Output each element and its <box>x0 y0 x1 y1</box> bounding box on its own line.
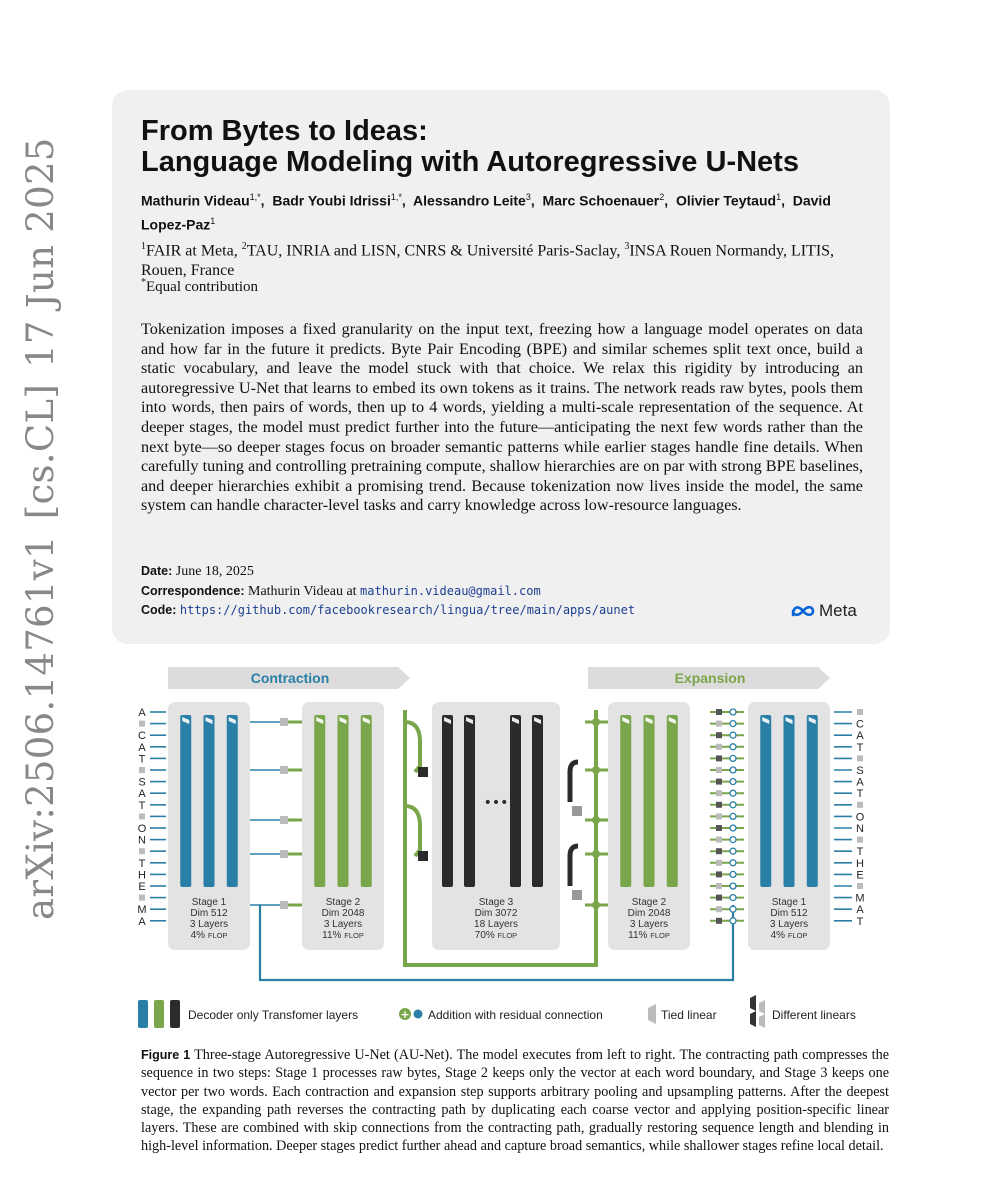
pooling-node-dark <box>418 767 428 777</box>
author-mark: 1 <box>776 192 782 202</box>
date-value: June 18, 2025 <box>175 564 254 579</box>
stage-info-text: 18 Layers <box>474 919 518 930</box>
input-letter: A <box>138 915 146 928</box>
residual-add-node-blue <box>730 860 736 866</box>
output-letter: T <box>856 846 864 859</box>
residual-add-node-blue <box>730 802 736 808</box>
input-letter: N <box>138 834 146 847</box>
stage-info-text: Dim 2048 <box>627 908 671 919</box>
arxiv-stamp <box>10 137 70 920</box>
author-name: David Lopez-Paz <box>141 192 831 233</box>
transformer-layer <box>807 715 818 887</box>
upsample-node <box>572 806 582 816</box>
stage-panel <box>168 702 250 950</box>
date-label: Date: <box>141 564 173 578</box>
equal-text: Equal contribution <box>146 279 259 295</box>
stage-info-text: 3 Layers <box>629 919 669 930</box>
output-letter: T <box>856 788 864 801</box>
affil-text: FAIR at Meta, <box>146 242 242 260</box>
output-letter: M <box>855 892 865 905</box>
input-separator <box>139 848 145 854</box>
stage-info-text: Stage 2 <box>631 897 667 908</box>
residual-add-node <box>592 901 600 909</box>
stage-flop-text: 11% FLOP <box>628 930 670 941</box>
stage-info-text: Stage 1 <box>191 897 227 908</box>
output-separator <box>857 709 863 715</box>
legend-different-text: Different linears <box>772 1008 856 1022</box>
transformer-layer <box>760 715 771 887</box>
arxiv-date: 17 Jun 2025 <box>18 137 62 368</box>
svg-text:+: + <box>400 1008 410 1021</box>
author-name: Olivier Teytaud <box>675 192 777 209</box>
input-letter: T <box>138 857 146 870</box>
residual-add-node-blue <box>730 709 736 715</box>
transformer-layer <box>361 715 372 887</box>
au-net-figure <box>130 660 870 1040</box>
upsample-node <box>572 890 582 900</box>
residual-add-node-blue <box>730 790 736 796</box>
residual-add-node <box>592 850 600 858</box>
abstract-text: Tokenization imposes a fixed granularity on the input text, freezing how a language model operates on data and how far in the future it predicts. Byte Pair Encoding (BPE) and similar schemes split text once, build a static vocabulary, and leave the model stuck with that choice. We relax this rigidity by introducing an autoregressive U-Net that learns to embed its own tokens as it trains. The network reads raw bytes, pools them into words, then pairs of words, then up to 4 words, yielding a multi-scale representation of the sequence. At deeper stages, the model must predict further into the future—anticipating the next few words rather than the next byte—so deeper stages focus on broader semantic patterns while earlier stages handle fine details. When carefully tuning and controlling pretraining compute, shallow hierarchies are on par with strong BPE baselines, and deeper hierarchies exhibit a promising trend. Because tokenization now lives inside the model, the same system can handle character-level tasks and carry knowledge across low-resource languages. <box>141 320 863 515</box>
stage-panel <box>432 702 560 950</box>
stage-panel <box>608 702 690 950</box>
flop-unit: FLOP <box>787 931 808 940</box>
arxiv-category: [cs.CL] <box>18 383 62 520</box>
affil-mark: 3 <box>624 241 630 252</box>
output-separator <box>857 755 863 761</box>
paper-title <box>141 116 861 178</box>
input-letter: T <box>138 799 146 812</box>
input-letter: E <box>138 881 146 893</box>
equal-mark: * <box>141 277 146 288</box>
legend-addition-text: Addition with residual connection <box>428 1008 603 1022</box>
pooling-node <box>280 816 288 824</box>
figure-number: Figure 1 <box>141 1048 191 1062</box>
stage-info-text: 3 Layers <box>323 919 363 930</box>
pooling-node <box>280 850 288 858</box>
legend-blue-layer <box>138 1000 148 1028</box>
input-letter: A <box>138 788 146 801</box>
output-letter: E <box>856 869 864 882</box>
figure-caption <box>141 1046 889 1156</box>
flop-unit: FLOP <box>650 931 670 940</box>
correspondence-line <box>141 582 861 602</box>
stage-info-text: Stage 2 <box>325 897 361 908</box>
residual-add-node-blue <box>730 732 736 738</box>
affil-text: TAU, INRIA and LISN, CNRS & Université Paris-Saclay, <box>246 242 625 260</box>
stage-flop-text: 11% FLOP <box>322 930 364 941</box>
legend-tied-linear-icon <box>648 1004 656 1024</box>
legend-decoder-text: Decoder only Transfomer layers <box>188 1008 359 1022</box>
input-letter: A <box>138 741 146 754</box>
residual-add-node-blue <box>730 755 736 761</box>
author-name: Marc Schoenauer <box>542 192 660 209</box>
input-letter: A <box>138 707 146 719</box>
stage-info-text: Stage 3 <box>478 897 514 908</box>
transformer-layer <box>667 715 678 887</box>
stage-info-text: Dim 512 <box>190 908 228 919</box>
output-separator <box>857 837 863 843</box>
legend-plus-blue-icon <box>414 1010 423 1019</box>
stage-info-text: Stage 1 <box>771 897 807 908</box>
input-letter: T <box>138 753 146 766</box>
input-letter: M <box>137 904 147 917</box>
input-letter: O <box>137 823 147 835</box>
pooling-node <box>280 901 288 909</box>
author-mark: 3 <box>525 192 531 202</box>
pooling-node-dark <box>418 851 428 861</box>
stage-info-text: Dim 512 <box>770 908 808 919</box>
author-list: Mathurin Videau$^{1,*}$, Badr Youbi Idrissi$^{1,*}$, Alessandro Leite$^3$, Marc Schoenauer$^2$, Olivier Teytaud$^1$, David Lopez-Paz$^1$ <box>141 192 831 233</box>
residual-add-node <box>592 816 600 824</box>
author-mark: 1,* <box>249 192 261 202</box>
residual-add-node-blue <box>730 721 736 727</box>
residual-add-node-blue <box>730 837 736 843</box>
author-name: Mathurin Videau <box>141 192 250 209</box>
meta-logo-text: Meta <box>819 601 857 620</box>
correspondence-text: Mathurin Videau at <box>248 583 357 599</box>
legend-green-layer <box>154 1000 164 1028</box>
meta-logo <box>790 600 857 622</box>
stage-flop-text: 70% FLOP <box>474 930 518 941</box>
transformer-layer <box>784 715 795 887</box>
transformer-layer <box>510 715 521 887</box>
meta-infinity-icon <box>790 603 816 619</box>
residual-add-node-blue <box>730 871 736 877</box>
transformer-layer <box>314 715 325 887</box>
transformer-layer <box>338 715 349 887</box>
affiliations <box>141 237 866 281</box>
stage-flop-text: 4% FLOP <box>190 930 228 941</box>
author-mark: 2 <box>659 192 665 202</box>
output-letter: A <box>856 730 864 743</box>
equal-contribution-note <box>141 277 258 296</box>
layers-ellipsis: ••• <box>483 795 509 811</box>
output-separator <box>857 802 863 808</box>
transformer-layer <box>620 715 631 887</box>
input-letter: S <box>138 776 146 789</box>
caption-text: Three-stage Autoregressive U-Net (AU-Net). The model executes from left to right. The contracting path compresses the sequence in two steps: Stage 1 processes raw bytes, Stage 2 keeps only the vector at each word boundary, and Stage 3 keeps one vector per two words. Each contraction and expansion step supports arbitrary pooling and upsampling patterns. After the deepest stage, the expanding path reverses the contracting path by duplicating each coarse vector and applying position-specific linear layers. These are combined with skip connections from the contracting path, gradually restoring sequence length and blending in high-level information. Deeper stages predict further ahead and capture broad semantics, while shallower stages refine local detail. <box>141 1047 890 1155</box>
output-letter: C <box>856 718 864 731</box>
author-name: Badr Youbi Idrissi <box>272 192 391 209</box>
correspondence-label: Correspondence: <box>141 583 245 598</box>
date-line <box>141 562 861 582</box>
stage-info-text: 3 Layers <box>769 919 809 930</box>
flop-unit: FLOP <box>497 931 518 940</box>
legend-tied-text: Tied linear <box>661 1008 717 1022</box>
output-letter: O <box>855 811 865 824</box>
stage-flop-text: 4% FLOP <box>770 930 808 941</box>
contraction-label: Contraction <box>250 670 330 686</box>
output-letter: S <box>856 765 864 777</box>
correspondence-email-link[interactable]: mathurin.videau@gmail.com <box>360 583 541 598</box>
code-line <box>141 601 861 621</box>
stage-info-text: 3 Layers <box>189 919 229 930</box>
residual-add-node-blue <box>730 825 736 831</box>
flop-unit: FLOP <box>207 931 228 940</box>
residual-add-node-blue <box>730 848 736 854</box>
transformer-layer <box>180 715 191 887</box>
legend-different-linear-dark-icon <box>750 995 756 1011</box>
flop-unit: FLOP <box>344 931 364 940</box>
output-letter: H <box>856 857 864 870</box>
input-separator <box>139 813 145 819</box>
output-letter: A <box>856 776 864 789</box>
affil-mark: 2 <box>241 241 247 252</box>
residual-add-node-blue <box>730 744 736 750</box>
output-separator <box>857 883 863 889</box>
affil-mark: 1 <box>141 241 146 252</box>
transformer-layer <box>227 715 238 887</box>
residual-add-node-blue <box>730 906 736 912</box>
stage-info-text: Dim 3072 <box>474 908 518 919</box>
expansion-label: Expansion <box>674 670 746 686</box>
residual-add-node-blue <box>730 883 736 889</box>
output-letter: A <box>856 904 864 917</box>
paper-meta <box>141 562 861 621</box>
input-byte-letters <box>137 707 166 928</box>
residual-add-node-blue <box>730 918 736 924</box>
stage-info-text: Dim 2048 <box>321 908 365 919</box>
input-separator <box>139 721 145 727</box>
title-line-1: From Bytes to Ideas: <box>141 115 428 147</box>
residual-add-node-blue <box>730 767 736 773</box>
output-letter: N <box>856 823 864 835</box>
input-separator <box>139 767 145 773</box>
author-mark: 1 <box>210 215 216 226</box>
input-letter: H <box>138 869 146 882</box>
pooling-node <box>280 766 288 774</box>
transformer-layer <box>532 715 543 887</box>
title-line-2: Language Modeling with Autoregressive U-Nets <box>141 146 799 178</box>
output-letter: T <box>856 915 864 928</box>
stage-panel <box>748 702 830 950</box>
transformer-layer <box>442 715 453 887</box>
output-letter: T <box>856 741 864 754</box>
transformer-layer <box>644 715 655 887</box>
legend-dark-layer <box>170 1000 180 1028</box>
input-separator <box>139 895 145 901</box>
input-letter: C <box>138 730 146 743</box>
residual-add-node-blue <box>730 895 736 901</box>
code-url-link[interactable]: https://github.com/facebookresearch/lingua/tree/main/apps/aunet <box>179 603 636 617</box>
output-byte-letters <box>834 709 865 928</box>
residual-add-node <box>592 766 600 774</box>
transformer-layer <box>204 715 215 887</box>
author-mark: 1,* <box>390 192 402 202</box>
affil-text: INSA Rouen Normandy, LITIS, Rouen, France <box>141 242 835 280</box>
stage-panel <box>302 702 384 950</box>
residual-add-node-blue <box>730 779 736 785</box>
author-name: Alessandro Leite <box>413 192 526 209</box>
transformer-layer <box>464 715 475 887</box>
pooling-node <box>280 718 288 726</box>
code-label: Code: <box>141 603 177 617</box>
arxiv-id[interactable]: arXiv:2506.14761v1 <box>18 535 62 920</box>
figure-legend <box>138 995 856 1028</box>
residual-add-node-blue <box>730 813 736 819</box>
residual-add-node <box>592 718 600 726</box>
